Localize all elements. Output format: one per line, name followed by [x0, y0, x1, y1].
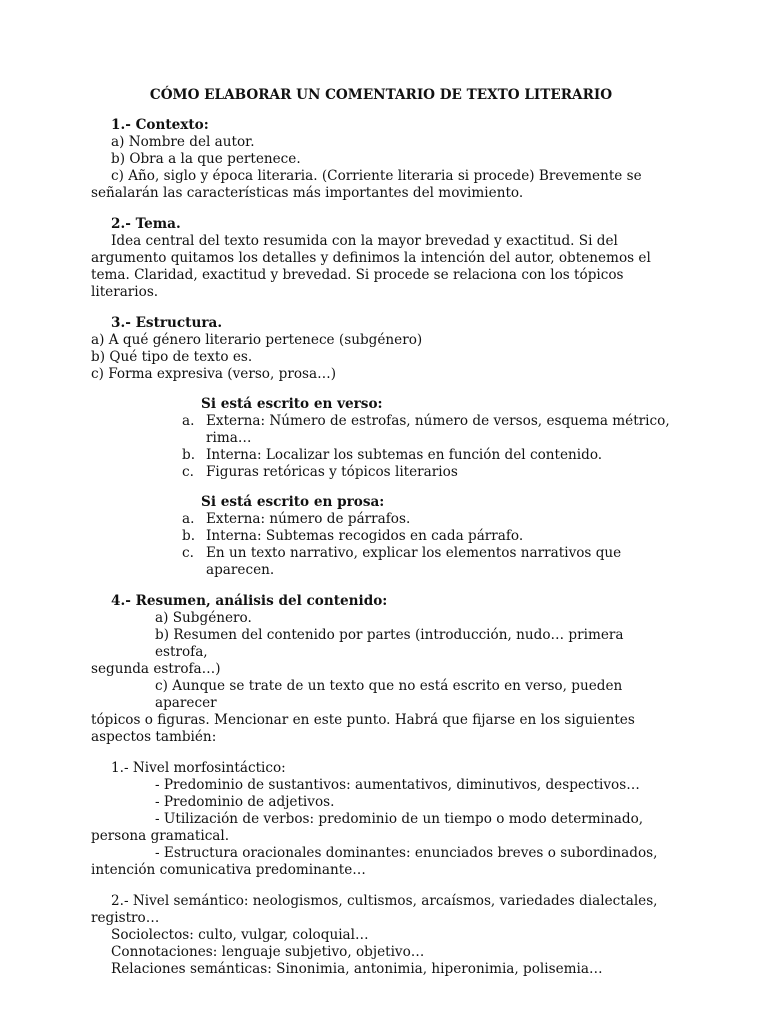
- list-item-continuation: intención comunicativa predominante…: [91, 862, 366, 878]
- list-item: a) A qué género literario pertenece (subgénero): [91, 332, 423, 348]
- section-nivel-semantico: [91, 893, 671, 978]
- list-marker: a.: [182, 511, 195, 527]
- list-item: - Estructura oracionales dominantes: enunciados breves o subordinados,: [155, 845, 658, 861]
- section-heading: 1.- Contexto:: [111, 117, 209, 133]
- level-heading: 1.- Nivel morfosintáctico:: [111, 760, 286, 776]
- section-estructura: [91, 315, 671, 579]
- section-heading: 2.- Tema.: [111, 216, 181, 232]
- list-item: [91, 447, 671, 464]
- level-heading: 2.- Nivel semántico: neologismos, cultismos, arcaísmos, variedades dialectales,: [111, 893, 658, 909]
- section-heading: 3.- Estructura.: [111, 315, 223, 331]
- list-item: [91, 511, 671, 528]
- list-marker: b.: [182, 528, 196, 544]
- section-resumen: [91, 593, 671, 746]
- list-item: [91, 545, 671, 579]
- paragraph-continuation: registro…: [91, 910, 160, 926]
- list-item: - Predominio de adjetivos.: [155, 794, 335, 810]
- list-item: c) Aunque se trate de un texto que no está escrito en verso, pueden aparecer: [155, 678, 623, 711]
- list-item-continuation: señalarán las características más importantes del movimiento.: [91, 185, 524, 201]
- list-item-continuation: segunda estrofa…): [91, 661, 221, 677]
- section-nivel-morfosintactico: [91, 760, 671, 879]
- list-item: Connotaciones: lenguaje subjetivo, objetivo…: [111, 944, 425, 960]
- list-item-text: Externa: número de párrafos.: [206, 511, 411, 527]
- section-heading: 4.- Resumen, análisis del contenido:: [111, 593, 388, 609]
- list-item-text: Externa: Número de estrofas, número de versos, esquema métrico, rima…: [206, 413, 670, 446]
- list-item-text: Interna: Localizar los subtemas en función del contenido.: [206, 447, 603, 463]
- list-item: c) Forma expresiva (verso, prosa…): [91, 366, 336, 382]
- list-item-text: Figuras retóricas y tópicos literarios: [206, 464, 458, 480]
- list-marker: b.: [182, 447, 196, 463]
- list-item-continuation: persona gramatical.: [91, 828, 230, 844]
- list-item: Relaciones semánticas: Sinonimia, antonimia, hiperonimia, polisemia…: [111, 961, 603, 977]
- paragraph: Idea central del texto resumida con la mayor brevedad y exactitud. Si del: [111, 233, 618, 249]
- list-item: - Predominio de sustantivos: aumentativos, diminutivos, despectivos…: [155, 777, 640, 793]
- section-contexto: [91, 117, 671, 202]
- list-item-text: Interna: Subtemas recogidos en cada párrafo.: [206, 528, 524, 544]
- list-item: [91, 464, 671, 481]
- list-item: a) Nombre del autor.: [111, 134, 255, 150]
- list-item-continuation: tópicos o figuras. Mencionar en este punto. Habrá que fijarse en los siguientes aspectos también:: [91, 712, 635, 745]
- list-item: - Utilización de verbos: predominio de un tiempo o modo determinado,: [155, 811, 644, 827]
- list-item: c) Año, siglo y época literaria. (Corriente literaria si procede) Brevemente se: [111, 168, 642, 184]
- list-item: a) Subgénero.: [155, 610, 252, 626]
- section-tema: [91, 216, 671, 301]
- list-item: b) Qué tipo de texto es.: [91, 349, 253, 365]
- list-item: [91, 528, 671, 545]
- list-item: b) Obra a la que pertenece.: [111, 151, 301, 167]
- subsection-heading-prosa: Si está escrito en prosa:: [201, 494, 385, 510]
- list-marker: c.: [182, 545, 194, 561]
- list-item: [91, 413, 671, 447]
- paragraph-continuation: argumento quitamos los detalles y definimos la intención del autor, obtenemos el tema. Claridad, exactitud y brevedad. Si procede se relaciona con los tópicos literarios.: [91, 250, 651, 300]
- document-title: CÓMO ELABORAR UN COMENTARIO DE TEXTO LITERARIO: [149, 87, 613, 103]
- prosa-list: [91, 511, 671, 579]
- list-marker: a.: [182, 413, 195, 429]
- list-marker: c.: [182, 464, 194, 480]
- verso-list: [91, 413, 671, 481]
- document-content: [91, 87, 671, 978]
- subsection-heading-verso: Si está escrito en verso:: [201, 396, 383, 412]
- list-item: Sociolectos: culto, vulgar, coloquial…: [111, 927, 369, 943]
- list-item: b) Resumen del contenido por partes (introducción, nudo… primera estrofa,: [155, 627, 624, 660]
- list-item-text: En un texto narrativo, explicar los elementos narrativos que aparecen.: [206, 545, 622, 578]
